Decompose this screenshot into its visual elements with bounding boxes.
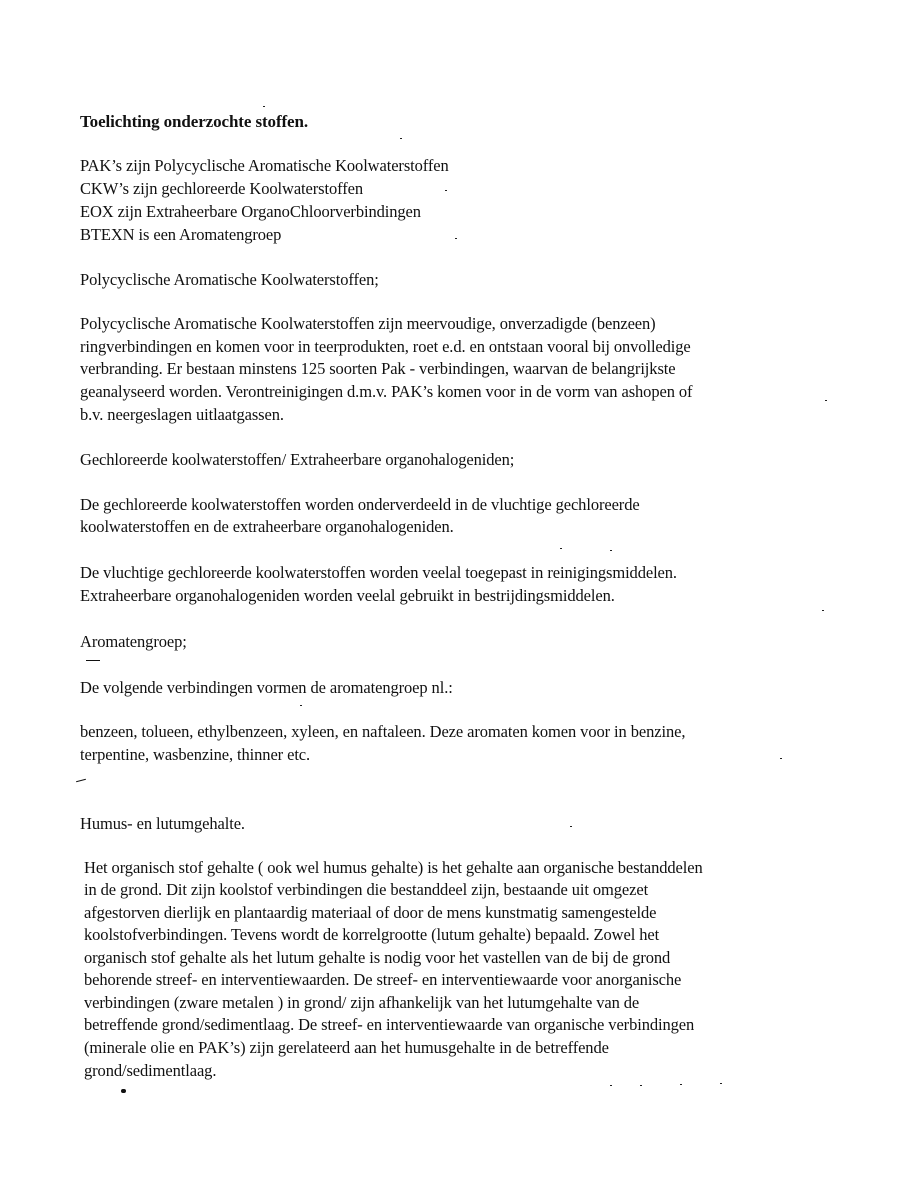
scan-speck: [822, 610, 824, 611]
scan-speck: [445, 190, 447, 191]
paragraph-line: grond/sedimentlaag.: [84, 1061, 217, 1080]
document-title: Toelichting onderzochte stoffen.: [80, 112, 309, 131]
scan-speck: [720, 1083, 722, 1084]
scan-speck: [780, 758, 782, 759]
paragraph-line: afgestorven dierlijk en plantaardig materiaal of door de mens kunstmatig samengestelde: [84, 903, 657, 922]
scan-mark: [86, 660, 100, 661]
definition-line: CKW’s zijn gechloreerde Koolwaterstoffen: [80, 179, 363, 198]
paragraph-line: benzeen, tolueen, ethylbenzeen, xyleen, en naftaleen. Deze aromaten komen voor in benzine,: [80, 722, 686, 741]
section-heading: Gechloreerde koolwaterstoffen/ Extraheerbare organohalogeniden;: [80, 450, 515, 469]
paragraph-line: (minerale olie en PAK’s) zijn gerelateerd aan het humusgehalte in de betreffende: [84, 1038, 609, 1057]
paragraph-line: De vluchtige gechloreerde koolwaterstoffen worden veelal toegepast in reinigingsmiddelen.: [80, 563, 677, 582]
scan-speck: [263, 106, 265, 107]
paragraph-line: organisch stof gehalte als het lutum gehalte is nodig voor het vastellen van de bij de grond: [84, 948, 671, 967]
paragraph-line: geanalyseerd worden. Verontreinigingen d.m.v. PAK’s komen voor in de vorm van ashopen of: [80, 382, 693, 401]
paragraph-line: Polycyclische Aromatische Koolwaterstoffen zijn meervoudige, onverzadigde (benzeen): [80, 314, 656, 333]
paragraph-line: Het organisch stof gehalte ( ook wel humus gehalte) is het gehalte aan organische bestanddelen: [84, 858, 703, 877]
paragraph-line: verbranding. Er bestaan minstens 125 soorten Pak - verbindingen, waarvan de belangrijkste: [80, 359, 676, 378]
paragraph-line: koolstofverbindingen. Tevens wordt de korrelgrootte (lutum gehalte) bepaald. Zowel het: [84, 925, 660, 944]
definition-line: PAK’s zijn Polycyclische Aromatische Koolwaterstoffen: [80, 156, 449, 175]
paragraph-line: behorende streef- en interventiewaarden. De streef- en interventiewaarde voor anorganische: [84, 970, 682, 989]
paragraph-line: b.v. neergeslagen uitlaatgassen.: [80, 405, 284, 424]
scan-speck: [640, 1085, 642, 1086]
section-heading: Aromatengroep;: [80, 632, 187, 651]
scan-mark: [121, 1089, 126, 1093]
scan-mark: [76, 779, 86, 783]
scan-speck: [300, 705, 302, 706]
paragraph-line: verbindingen (zware metalen ) in grond/ zijn afhankelijk van het lutumgehalte van de: [84, 993, 640, 1012]
scan-speck: [400, 138, 402, 139]
definition-line: EOX zijn Extraheerbare OrganoChloorverbindingen: [80, 202, 421, 221]
paragraph-line: De volgende verbindingen vormen de aromatengroep nl.:: [80, 678, 453, 697]
paragraph-line: terpentine, wasbenzine, thinner etc.: [80, 745, 311, 764]
paragraph-line: Extraheerbare organohalogeniden worden veelal gebruikt in bestrijdingsmiddelen.: [80, 586, 615, 605]
paragraph-line: betreffende grond/sedimentlaag. De streef- en interventiewaarde van organische verbindingen: [84, 1015, 695, 1034]
section-heading: Humus- en lutumgehalte.: [80, 814, 245, 833]
scan-speck: [455, 238, 457, 239]
scan-speck: [825, 400, 827, 401]
paragraph-line: in de grond. Dit zijn koolstof verbindingen die bestanddeel zijn, bestaande uit omgezet: [84, 880, 649, 899]
definition-line: BTEXN is een Aromatengroep: [80, 225, 282, 244]
scan-speck: [610, 1085, 612, 1086]
paragraph-line: De gechloreerde koolwaterstoffen worden onderverdeeld in de vluchtige gechloreerde: [80, 495, 640, 514]
scan-speck: [560, 548, 562, 549]
paragraph-line: ringverbindingen en komen voor in teerprodukten, roet e.d. en ontstaan vooral bij onvolledige: [80, 337, 691, 356]
scan-speck: [680, 1084, 682, 1085]
section-heading: Polycyclische Aromatische Koolwaterstoffen;: [80, 270, 379, 289]
scan-speck: [570, 826, 572, 827]
paragraph-line: koolwaterstoffen en de extraheerbare organohalogeniden.: [80, 517, 454, 536]
scan-speck: [610, 550, 612, 551]
